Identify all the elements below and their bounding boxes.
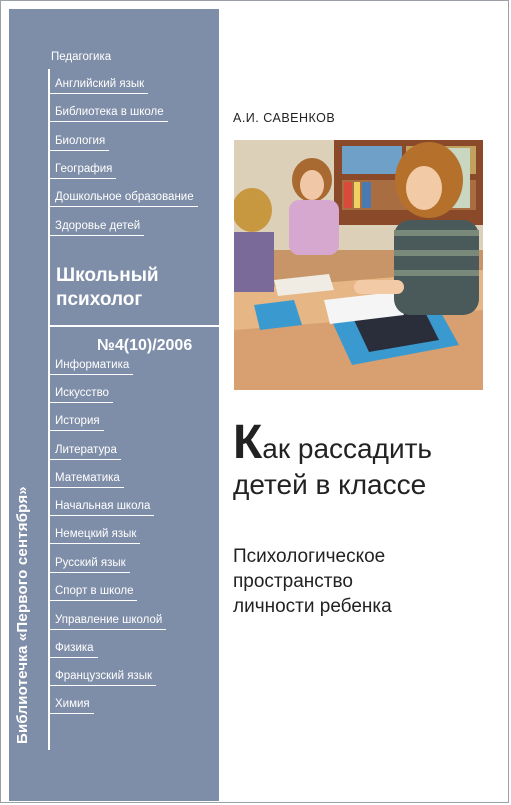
subject-chemistry: Химия	[49, 698, 94, 714]
subject-pedagogy: Педагогика	[51, 51, 112, 63]
subject-children-health: Здоровье детей	[49, 220, 144, 236]
subject-sport: Спорт в школе	[49, 585, 137, 601]
series-title: Библиотечка «Первого сентября»	[14, 486, 31, 744]
book-title	[233, 416, 503, 503]
subtitle-line2: пространство	[233, 571, 353, 592]
subject-literature: Литература	[49, 444, 121, 460]
subject-physics: Физика	[49, 642, 98, 658]
cover-photo	[234, 140, 483, 390]
issue-number: №4(10)/2006	[97, 337, 193, 354]
journal-name-line2: психолог	[56, 289, 143, 310]
subject-primary-school: Начальная школа	[49, 500, 154, 516]
subject-english: Английский язык	[49, 78, 148, 94]
subtitle-line3: личности ребенка	[233, 596, 392, 617]
series-sidebar	[9, 9, 219, 801]
subject-french: Французский язык	[49, 670, 156, 686]
journal-divider	[48, 325, 219, 327]
subject-preschool: Дошкольное образование	[49, 191, 198, 207]
journal-name	[56, 264, 159, 312]
subject-russian: Русский язык	[49, 557, 130, 573]
subject-informatics: Информатика	[49, 359, 133, 375]
subject-school-library: Библиотека в школе	[49, 106, 168, 122]
title-line1-rest: ак рассадить	[262, 433, 433, 464]
journal-name-line1: Школьный	[56, 265, 159, 286]
title-line2: детей в классе	[233, 469, 427, 500]
subject-history: История	[49, 415, 104, 431]
book-subtitle	[233, 544, 483, 619]
title-drop-cap: К	[233, 416, 263, 469]
author-name: А.И. САВЕНКОВ	[233, 111, 336, 125]
subject-art: Искусство	[49, 387, 113, 403]
subtitle-line1: Психологическое	[233, 546, 386, 567]
subject-biology: Биология	[49, 135, 109, 151]
subject-german: Немецкий язык	[49, 528, 140, 544]
subject-math: Математика	[49, 472, 124, 488]
subject-school-management: Управление школой	[49, 614, 166, 630]
subject-geography: География	[49, 163, 116, 179]
cover-photo-illustration	[234, 140, 483, 390]
